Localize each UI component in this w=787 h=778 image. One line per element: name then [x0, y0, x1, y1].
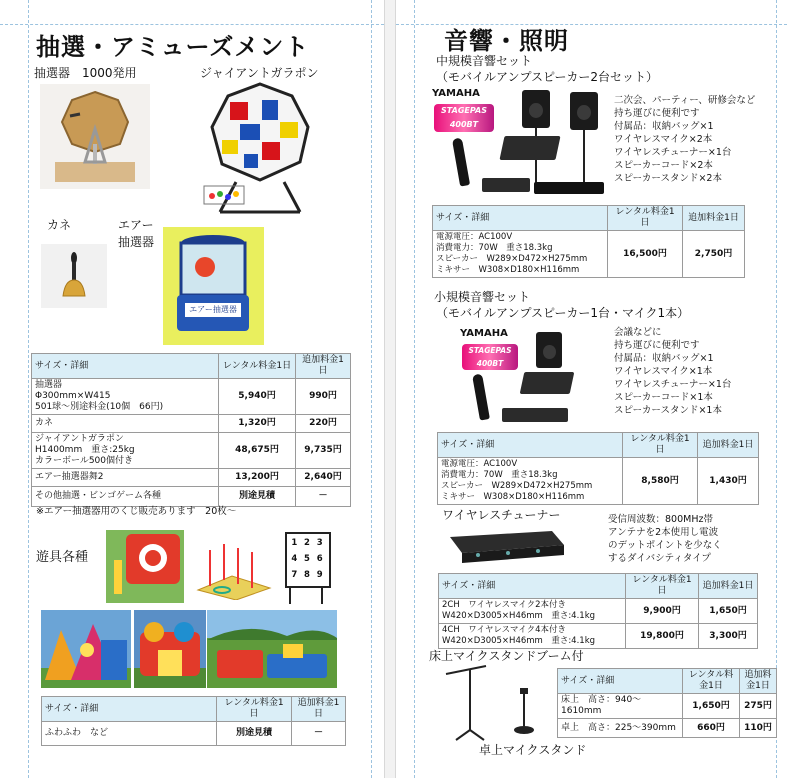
col-header-rent: レンタル料金1日 [219, 354, 296, 379]
table-row: エアー抽選器舞2 13,200円 2,640円 [32, 469, 351, 487]
table-row: 電源電圧：AC100V 消費電力：70W 重さ18.3kg スピーカー W289×D472×H275mm ミキサー W308×D180×H116mm 8,580円 1,430円 [438, 458, 759, 505]
bouncy-castle-image [134, 610, 206, 688]
mic-stand-price-table [557, 668, 777, 738]
page-title: 抽選・アミューズメント [36, 33, 310, 61]
margin-guide [371, 0, 372, 778]
air-label-2: 抽選器 [118, 235, 155, 249]
col-header-detail: サイズ・詳細 [558, 669, 683, 694]
playground-price-table [41, 696, 346, 746]
number-board-image [283, 532, 329, 604]
table-row: その他抽選・ビンゴゲーム各種 別途見積 － [32, 487, 351, 507]
small-set-subtitle: （モバイルアンプスピーカー1台・マイク1本） [436, 306, 690, 320]
stagepas-badge: STAGEPAS 400BT [434, 104, 494, 132]
bell-image [41, 244, 107, 308]
col-header-detail: サイズ・詳細 [32, 354, 219, 379]
small-sound-set-image [456, 324, 578, 428]
bouncy-field-image [207, 610, 337, 688]
amusement-price-table [31, 353, 351, 507]
microphone-icon [452, 137, 470, 186]
table-row: 卓上 高さ：225～390mm 660円 110円 [558, 719, 777, 738]
table-stand-caption: 卓上マイクスタンド [479, 743, 587, 757]
page-divider [384, 0, 396, 778]
col-header-extra: 追加料金1日 [698, 433, 759, 458]
table-row: カネ 1,320円 220円 [32, 415, 351, 433]
air-lottery-image [163, 227, 264, 345]
ring-toss-image [192, 540, 274, 600]
col-header-detail: サイズ・詳細 [42, 697, 217, 722]
small-set-title: 小規模音響セット [434, 290, 531, 304]
number-board-grid: 1 2 3 4 5 6 7 8 9 [291, 538, 323, 580]
yugu-label: 遊具各種 [36, 550, 89, 565]
small-set-description: 会議などに 持ち運びに便利です 付属品：収納バッグ×1 ワイヤレスマイク×1本 ワイヤレスチューナー×1台 スピーカーコード×1本 スピーカースタンド×1本 [614, 327, 732, 416]
table-row: 2CH ワイヤレスマイク2本付き W420×D3005×H46mm 重さ:4.1kg 9,900円 1,650円 [439, 599, 758, 624]
col-header-extra: 追加料金1日 [740, 669, 777, 694]
mixer-icon [520, 372, 575, 394]
lottery-machine-image [40, 84, 150, 189]
air-label-1: エアー [118, 218, 154, 232]
speaker-icon [570, 92, 598, 130]
air-lottery-sign: エアー抽選器 [189, 305, 237, 314]
tuner-price-table [438, 573, 758, 649]
table-row: 電源電圧：AC100V 消費電力：70W 重さ18.3kg スピーカー W289×D472×H275mm ミキサー W308×D180×H116mm 16,500円 2,750円 [433, 231, 745, 278]
table-row: ふわふわ など 別途見積 － [42, 722, 346, 746]
tuner-icon [482, 178, 530, 192]
margin-guide [0, 24, 384, 25]
yamaha-logo: YAMAHA [460, 328, 508, 339]
mixer-icon [499, 136, 560, 160]
tuner-icon [502, 408, 568, 422]
inflatable-target-image [106, 530, 184, 603]
col-header-rent: レンタル料金1日 [626, 574, 699, 599]
margin-guide [776, 0, 777, 778]
table-row: 床上 高さ：940～1610mm 1,650円 275円 [558, 694, 777, 719]
bouncy-slide-image [41, 610, 131, 688]
wireless-tuner-image [448, 527, 566, 563]
margin-guide [414, 0, 415, 778]
mid-sound-set-image [430, 86, 618, 202]
lottery-label: 抽選器 1000発用 [34, 66, 137, 80]
mic-stand-image [440, 664, 552, 742]
mid-set-subtitle: （モバイルアンプスピーカー2台セット） [436, 70, 658, 84]
microphone-icon [472, 373, 490, 420]
garapon-label: ジャイアントガラポン [200, 66, 319, 80]
cable-icon [534, 182, 604, 194]
speaker-icon [536, 332, 562, 368]
col-header-extra: 追加料金1日 [699, 574, 758, 599]
col-header-detail: サイズ・詳細 [439, 574, 626, 599]
lottery-note: ※エアー抽選器用のくじ販売あります 20枚～ [36, 506, 237, 517]
mic-stand-title: 床上マイクスタンドブーム付 [429, 649, 584, 663]
mid-set-description: 二次会、パーティー、研修会など 持ち運びに便利です 付属品：収納バッグ×1 ワイヤレスマイク×2本 ワイヤレスチューナー×1台 スピーカーコード×2本 スピーカースタンド×2本 [614, 95, 756, 184]
col-header-extra: 追加料金1日 [296, 354, 351, 379]
col-header-rent: レンタル料金1日 [217, 697, 292, 722]
col-header-extra: 追加料金1日 [683, 206, 745, 231]
small-set-price-table [437, 432, 759, 505]
table-row: 抽選器 Φ300mm×W415 501球～別途料金(10個 66円) 5,940円 990円 [32, 379, 351, 415]
yamaha-logo: YAMAHA [432, 88, 480, 99]
speaker-icon [522, 90, 550, 128]
tuner-title: ワイヤレスチューナー [442, 508, 561, 522]
mid-set-price-table [432, 205, 745, 278]
mid-set-title: 中規模音響セット [436, 54, 533, 68]
bell-label: カネ [47, 218, 72, 232]
giant-garapon-image [200, 82, 320, 217]
col-header-detail: サイズ・詳細 [433, 206, 608, 231]
stagepas-badge: STAGEPAS 400BT [462, 344, 518, 370]
col-header-rent: レンタル料金1日 [608, 206, 683, 231]
col-header-rent: レンタル料金1日 [683, 669, 740, 694]
col-header-rent: レンタル料金1日 [623, 433, 698, 458]
margin-guide [28, 0, 29, 778]
col-header-extra: 追加料金1日 [292, 697, 346, 722]
page-title: 音響・照明 [444, 27, 569, 55]
table-row: ジャイアントガラポン H1400mm 重さ:25kg カラーボール500個付き 48,675円 9,735円 [32, 433, 351, 469]
col-header-detail: サイズ・詳細 [438, 433, 623, 458]
tuner-description: 受信周波数：800MHz帯 アンテナを2本使用し電波 のデットポイントを少なく するダイバシティタイプ [608, 514, 722, 564]
table-row: 4CH ワイヤレスマイク4本付き W420×D3005×H46mm 重さ:4.1kg 19,800円 3,300円 [439, 624, 758, 649]
